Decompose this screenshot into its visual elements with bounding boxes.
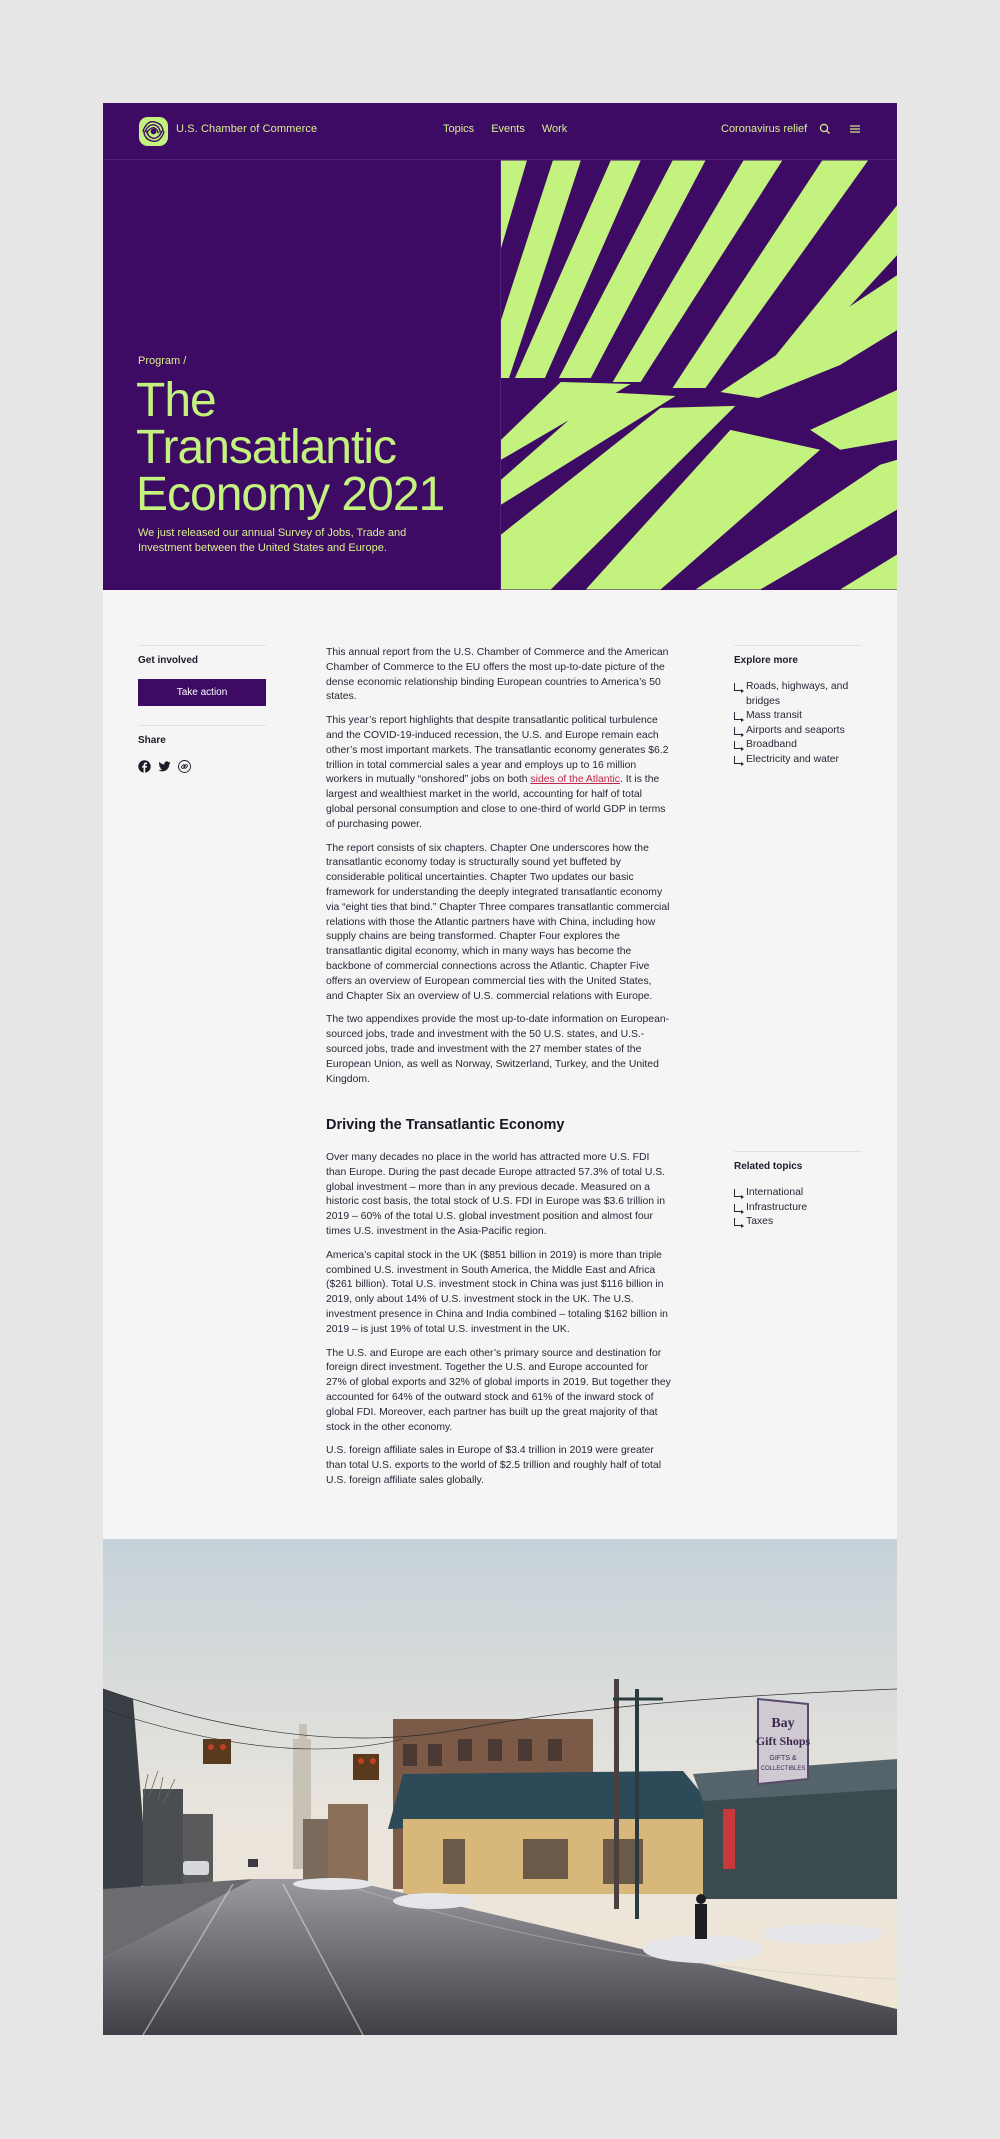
hero-subtitle: We just released our annual Survey of Jobs, Trade and Investment between the United States and Europe.	[138, 527, 407, 554]
related-topics-heading: Related topics	[734, 1161, 803, 1172]
related-topic-label: Taxes	[746, 1216, 774, 1227]
explore-more-list	[734, 680, 862, 767]
related-topic-label: International	[746, 1187, 804, 1198]
nav-topics[interactable]: Topics	[443, 123, 475, 135]
article-section-body	[326, 1151, 671, 1498]
article-paragraph: Over many decades no place in the world has attracted more U.S. FDI than Europe. During the past decade Europe attracted 57.3% of total U.S. global investment – more than in any previous decade. Measured on a historic cost basis, the total stock of U.S. FDI in Europe was $3.6 trillion in 2019 – 60% of the total U.S. global investment position and almost four times U.S. investment in the Asia-Pacific region.	[326, 1152, 666, 1237]
article-paragraph: The U.S. and Europe are each other’s primary source and destination for foreign direct investment. Together the U.S. and Europe accounted for 27% of global exports and 32% of global imports in 2019. But together they accounted for 64% of the outward stock and 61% of the inward stock of global FDI. Moreover, each partner has built up the great majority of that stock in the other economy.	[326, 1347, 671, 1433]
sign-text-line2: Gift Shops	[755, 1734, 811, 1748]
arrow-corner-icon	[734, 712, 742, 720]
paragraph-text: . It is the largest and wealthiest market in the world, accounting for half of total global personal consumption and close to one-third of world GDP in terms of purchasing power.	[326, 774, 666, 830]
arrow-corner-icon	[734, 741, 742, 749]
coronavirus-relief-link[interactable]: Coronavirus relief	[721, 123, 808, 135]
twitter-icon[interactable]	[158, 760, 171, 773]
nav-work[interactable]: Work	[541, 123, 568, 135]
paragraph-text: This year’s report highlights that despite transatlantic political turbulence and the COVID-19-induced recession, the U.S. and Europe remain each other’s most important markets. The transatlantic economy generates $6.2 trillion in total commercial sales a year and employs up to 16 million workers in mutually “onshored” jobs on both	[326, 715, 669, 786]
page-title: The Transatlantic Economy 2021	[136, 374, 445, 521]
explore-item-label: Roads, highways, and bridges	[746, 681, 849, 707]
article-paragraph: The report consists of six chapters. Chapter One underscores how the transatlantic economy today is structurally sound yet buffeted by considerable political uncertainties. Chapter Two updates our basic framework for understanding the deeply integrated transatlantic economy via “eight ties that bind.” Chapter Three compares transatlantic commercial relations with those the Atlantic partners have with China, including how supply chains are being transformed. Chapter Four explores the transatlantic digital economy, which in many ways has become the backbone of commercial connections across the Atlantic. Chapter Five offers an overview of European commercial ties with the United States, and Chapter Six an overview of U.S. commercial relations with Europe.	[326, 842, 670, 1002]
hero-graphic	[500, 160, 897, 590]
article-paragraph	[326, 714, 671, 832]
explore-item-label: Airports and seaports	[746, 724, 845, 736]
related-topics-list	[734, 1186, 862, 1230]
menu-icon[interactable]	[848, 122, 862, 136]
article-paragraph: U.S. foreign affiliate sales in Europe of $3.4 trillion in 2019 were greater than total U.S. exports to the world of $2.5 trillion and roughly half of total U.S. foreign affiliate sales globally.	[326, 1445, 662, 1486]
take-action-button[interactable]: Take action	[138, 679, 266, 706]
arrow-corner-icon	[734, 727, 742, 735]
explore-more-panel	[734, 645, 862, 767]
related-topic-infrastructure[interactable]	[734, 1201, 862, 1216]
explore-item-label: Mass transit	[746, 710, 803, 721]
hero-section	[103, 160, 897, 590]
explore-item-roads[interactable]	[734, 680, 862, 709]
article-body	[326, 646, 671, 1096]
divider	[734, 1151, 862, 1152]
sign-text-line3: GIFTS &	[769, 1755, 797, 1762]
related-topic-label: Infrastructure	[746, 1201, 808, 1213]
related-topics-panel	[734, 1151, 862, 1230]
left-sidebar	[138, 645, 266, 773]
arrow-corner-icon	[734, 1189, 742, 1197]
arrow-corner-icon	[734, 1218, 742, 1226]
article-paragraph: The two appendixes provide the most up-to-date information on European-sourced jobs, trade and investment with the 50 U.S. states, and U.S.-sourced jobs, trade and investment with the 27 member states of the European Union, as well as Norway, Switzerland, Turkey, and the United Kingdom.	[326, 1014, 670, 1085]
explore-item-airports[interactable]	[734, 724, 862, 739]
main-street-photo	[103, 1539, 897, 2035]
sign-text-line1: Bay	[771, 1716, 795, 1731]
chamber-logo-icon[interactable]	[138, 116, 169, 147]
article-paragraph: America’s capital stock in the UK ($851 billion in 2019) is more than triple combined U.S. investment in South America, the Middle East and Africa ($261 billion). Total U.S. investment stock in China was just $116 billion in 2019, only about 14% of U.S. investment stock in the UK. The U.S. investment presence in China and India combined – totaling $162 billion in 2019 – is just 19% of total U.S. investment in the UK.	[326, 1249, 668, 1335]
related-topic-international[interactable]	[734, 1186, 862, 1201]
search-icon[interactable]	[818, 122, 832, 136]
sign-text-line4: COLLECTIBLES	[760, 1766, 806, 1772]
arrow-corner-icon	[734, 683, 742, 691]
site-header	[103, 103, 897, 160]
brand-name[interactable]: U.S. Chamber of Commerce	[176, 123, 318, 135]
share-icons	[138, 760, 266, 773]
explore-item-label: Broadband	[746, 739, 797, 750]
breadcrumb[interactable]: Program /	[138, 355, 187, 367]
get-involved-heading: Get involved	[138, 655, 199, 666]
gift-shop-sign	[756, 1699, 811, 1784]
main-nav	[443, 123, 567, 135]
explore-more-heading: Explore more	[734, 655, 798, 666]
nav-events[interactable]: Events	[491, 123, 525, 135]
divider	[734, 645, 862, 646]
link-icon[interactable]	[178, 760, 191, 773]
arrow-corner-icon	[734, 756, 742, 764]
page-frame	[103, 103, 897, 2035]
explore-item-electricity[interactable]	[734, 753, 862, 768]
arrow-corner-icon	[734, 1204, 742, 1212]
article-paragraph: This annual report from the U.S. Chamber of Commerce and the American Chamber of Commerce to the EU offers the most up-to-date picture of the dense economic relationship binding European countries to America’s 50 states.	[326, 647, 669, 703]
explore-item-label: Electricity and water	[746, 753, 839, 765]
divider	[138, 725, 266, 726]
facebook-icon[interactable]	[138, 760, 151, 773]
divider	[138, 645, 266, 646]
explore-item-mass-transit[interactable]	[734, 709, 862, 724]
explore-item-broadband[interactable]	[734, 738, 862, 753]
section-heading: Driving the Transatlantic Economy	[326, 1117, 565, 1133]
related-topic-taxes[interactable]	[734, 1215, 862, 1230]
share-heading: Share	[138, 735, 166, 746]
sides-of-the-atlantic-link[interactable]: sides of the Atlantic	[530, 774, 620, 786]
